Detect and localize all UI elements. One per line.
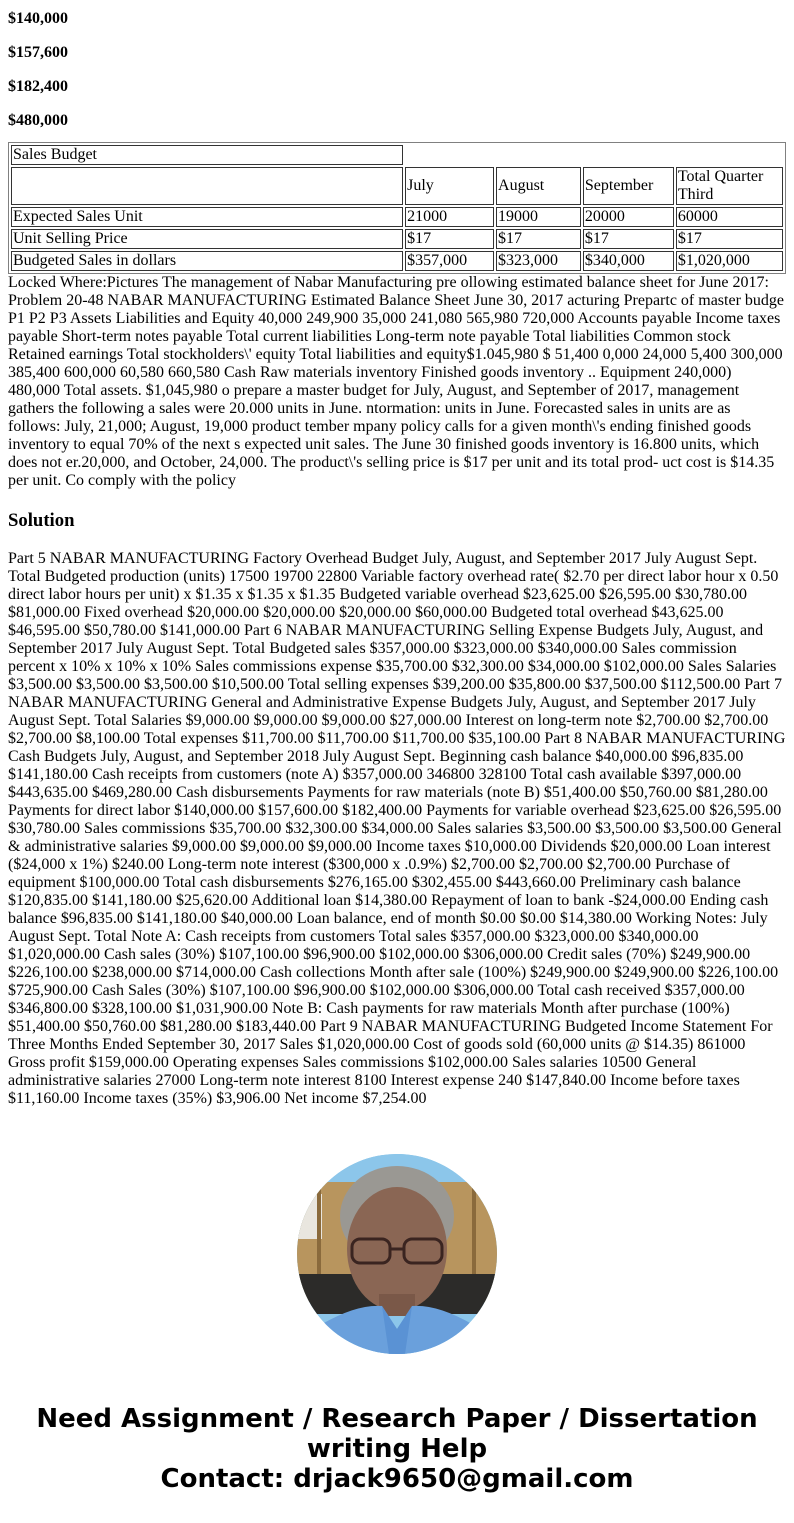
- column-header-september: September: [583, 167, 674, 205]
- cell: $17: [583, 229, 674, 249]
- cell: 21000: [405, 207, 494, 227]
- cell: 19000: [496, 207, 581, 227]
- amount-3: $182,400: [8, 78, 68, 95]
- avatar: [297, 1154, 497, 1354]
- avatar-container: [8, 1154, 786, 1354]
- amount-4: $480,000: [8, 112, 68, 129]
- solution-heading: Solution: [8, 510, 75, 531]
- cta-line-2: writing Help: [306, 1434, 488, 1464]
- contact-banner: [8, 1404, 786, 1494]
- cell: $1,020,000: [676, 251, 783, 271]
- column-header-total: Total Quarter Third: [676, 167, 783, 205]
- empty-cell: [405, 145, 783, 165]
- sales-budget-table: [8, 142, 786, 274]
- cell: 20000: [583, 207, 674, 227]
- cell: $17: [405, 229, 494, 249]
- amount-1: $140,000: [8, 10, 68, 27]
- author-photo-icon: [297, 1154, 497, 1354]
- cta-contact-email: Contact: drjack9650@gmail.com: [160, 1464, 634, 1494]
- cell: $17: [676, 229, 783, 249]
- column-header-july: July: [405, 167, 494, 205]
- cell: $17: [496, 229, 581, 249]
- row-label: Unit Selling Price: [11, 229, 403, 249]
- cell: $357,000: [405, 251, 494, 271]
- column-header-blank: [11, 167, 403, 205]
- cell: $340,000: [583, 251, 674, 271]
- cell: 60000: [676, 207, 783, 227]
- problem-statement: Locked Where:Pictures The management of Nabar Manufacturing pre ollowing estimated balance sheet for June 2017: Problem 20-48 NABAR MANUFACTURING Estimated Balance Sheet June 30, 2017 acturing Prepartc of master budge P1 P2 P3 Assets Liabilities and Equity 40,000 249,900 35,000 241,080 565,980 720,000 Accounts payable Income taxes payable Short-term notes payable Total current liabilities Long-term note payable Total liabilities Common stock Retained earnings Total stockholders\' equity Total liabilities and equity$1.045,980 $ 51,400 0,000 24,000 5,400 300,000 385,400 600,000 60,580 660,580 Cash Raw materials inventory Finished goods inventory .. Equipment 240,000) 480,000 Total assets. $1,045,980 o prepare a master budget for July, August, and September of 2017, management gathers the following a sales were 20.000 units in June. ntormation: units in June. Forecasted sales in units are as follows: July, 21,000; August, 19,000 product tember mpany policy calls for a given month\'s ending finished goods inventory to equal 70% of the next s expected unit sales. The June 30 finished goods inventory is 16.800 units, which does not er.20,000, and October, 24,000. The product\'s selling price is $17 per unit and its total prod- uct cost is $14.35 per unit. Co comply with the policy: [8, 274, 785, 489]
- table-header-row: [11, 167, 783, 205]
- row-label: Expected Sales Unit: [11, 207, 403, 227]
- table-row: [11, 251, 783, 271]
- column-header-august: August: [496, 167, 581, 205]
- cell: $323,000: [496, 251, 581, 271]
- table-row: [11, 229, 783, 249]
- cta-line-1: Need Assignment / Research Paper / Dissertation: [36, 1404, 758, 1434]
- amount-list: [8, 0, 786, 136]
- amount-2: $157,600: [8, 44, 68, 61]
- table-title: Sales Budget: [11, 145, 403, 165]
- table-row: [11, 207, 783, 227]
- solution-body: Part 5 NABAR MANUFACTURING Factory Overhead Budget July, August, and September 2017 July August Sept. Total Budgeted production (units) 17500 19700 22800 Variable factory overhead rate( $2.70 per direct labor hour x 0.50 direct labor hours per unit) x $1.35 x $1.35 x $1.35 Budgeted variable overhead $23,625.00 $26,595.00 $30,780.00 $81,000.00 Fixed overhead $20,000.00 $20,000.00 $20,000.00 $60,000.00 Budgeted total overhead $43,625.00 $46,595.00 $50,780.00 $141,000.00 Part 6 NABAR MANUFACTURING Selling Expense Budgets July, August, and September 2017 July August Sept. Total Budgeted sales $357,000.00 $323,000.00 $340,000.00 Sales commission percent x 10% x 10% x 10% Sales commissions expense $35,700.00 $32,300.00 $34,000.00 $102,000.00 Sales Salaries $3,500.00 $3,500.00 $3,500.00 $10,500.00 Total selling expenses $39,200.00 $35,800.00 $37,500.00 $112,500.00 Part 7 NABAR MANUFACTURING General and Administrative Expense Budgets July, August, and September 2017 July August Sept. Total Salaries $9,000.00 $9,000.00 $9,000.00 $27,000.00 Interest on long-term note $2,700.00 $2,700.00 $2,700.00 $8,100.00 Total expenses $11,700.00 $11,700.00 $11,700.00 $35,100.00 Part 8 NABAR MANUFACTURING Cash Budgets July, August, and September 2018 July August Sept. Beginning cash balance $40,000.00 $96,835.00 $141,180.00 Cash receipts from customers (note A) $357,000.00 346800 328100 Total cash available $397,000.00 $443,635.00 $469,280.00 Cash disbursements Payments for raw materials (note B) $51,400.00 $50,760.00 $81,280.00 Payments for direct labor $140,000.00 $157,600.00 $182,400.00 Payments for variable overhead $23,625.00 $26,595.00 $30,780.00 Sales commissions $35,700.00 $32,300.00 $34,000.00 Sales salaries $3,500.00 $3,500.00 $3,500.00 General & administrative salaries $9,000.00 $9,000.00 $9,000.00 Income taxes $10,000.00 Dividends $20,000.00 Loan interest ($24,000 x 1%) $240.00 Long-term note interest ($300,000 x .0.9%) $2,700.00 $2,700.00 $2,700.00 Purchase of equipment $100,000.00 Total cash disbursements $276,165.00 $302,455.00 $443,660.00 Preliminary cash balance $120,835.00 $141,180.00 $25,620.00 Additional loan $14,380.00 Repayment of loan to bank -$24,000.00 Ending cash balance $96,835.00 $141,180.00 $40,000.00 Loan balance, end of month $0.00 $0.00 $14,380.00 Working Notes: July August Sept. Total Note A: Cash receipts from customers Total sales $357,000.00 $323,000.00 $340,000.00 $1,020,000.00 Cash sales (30%) $107,100.00 $96,900.00 $102,000.00 $306,000.00 Credit sales (70%) $249,900.00 $226,100.00 $238,000.00 $714,000.00 Cash collections Month after sale (100%) $249,900.00 $249,900.00 $226,100.00 $725,900.00 Cash Sales (30%) $107,100.00 $96,900.00 $102,000.00 $306,000.00 Total cash received $357,000.00 $346,800.00 $328,100.00 $1,031,900.00 Note B: Cash payments for raw materials Month after purchase (100%) $51,400.00 $50,760.00 $81,280.00 $183,440.00 Part 9 NABAR MANUFACTURING Budgeted Income Statement For Three Months Ended September 30, 2017 Sales $1,020,000.00 Cost of goods sold (60,000 units @ $14.35) 861000 Gross profit $159,000.00 Operating expenses Sales commissions $102,000.00 Sales salaries 10500 General administrative salaries 27000 Long-term note interest 8100 Interest expense 240 $147,840.00 Income before taxes $11,160.00 Income taxes (35%) $3,906.00 Net income $7,254.00: [8, 550, 786, 1107]
- row-label: Budgeted Sales in dollars: [11, 251, 403, 271]
